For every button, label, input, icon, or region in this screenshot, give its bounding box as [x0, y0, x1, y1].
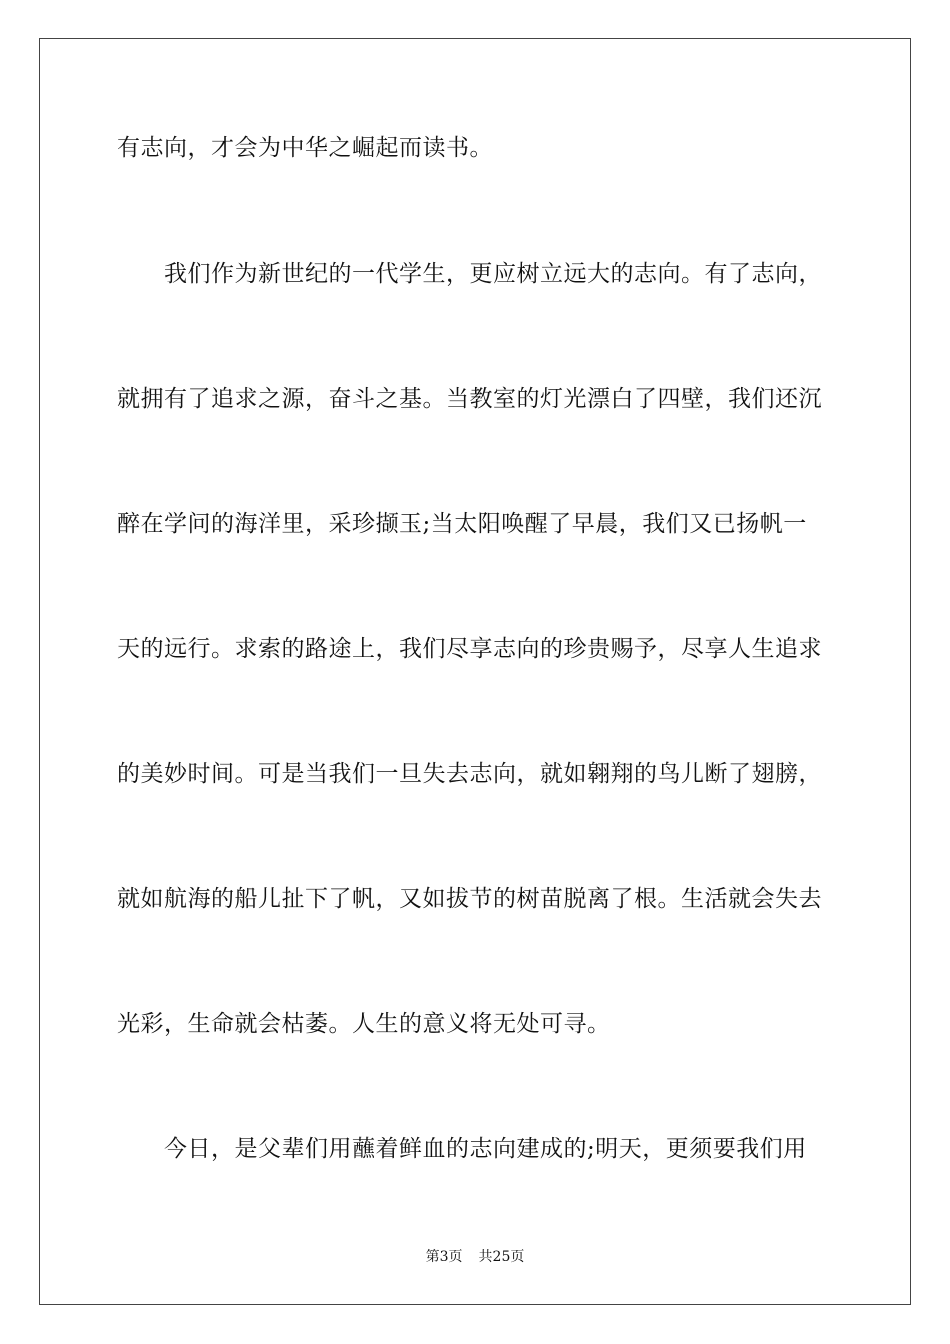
current-page-number: 第3页 [425, 1249, 463, 1265]
body-text-line: 就拥有了追求之源，奋斗之基。当教室的灯光漂白了四壁，我们还沉 [117, 386, 822, 412]
body-text-line: 我们作为新世纪的一代学生，更应树立远大的志向。有了志向， [164, 261, 822, 287]
body-text-line: 就如航海的船儿扯下了帆，又如拔节的树苗脱离了根。生活就会失去 [117, 886, 822, 912]
body-text-line: 的美妙时间。可是当我们一旦失去志向，就如翱翔的鸟儿断了翅膀， [117, 761, 822, 787]
body-text-line: 光彩，生命就会枯萎。人生的意义将无处可寻。 [117, 1011, 611, 1037]
body-text-line: 有志向，才会为中华之崛起而读书。 [117, 135, 493, 161]
page-border [39, 38, 911, 1305]
total-pages: 共25页 [478, 1249, 525, 1265]
body-text-line: 天的远行。求索的路途上，我们尽享志向的珍贵赐予，尽享人生追求 [117, 636, 822, 662]
body-text-line: 醉在学问的海洋里，采珍撷玉;当太阳唤醒了早晨，我们又已扬帆一 [117, 511, 807, 537]
page-footer [0, 1247, 950, 1267]
body-text-line: 今日，是父辈们用蘸着鲜血的志向建成的;明天，更须要我们用 [164, 1136, 807, 1162]
